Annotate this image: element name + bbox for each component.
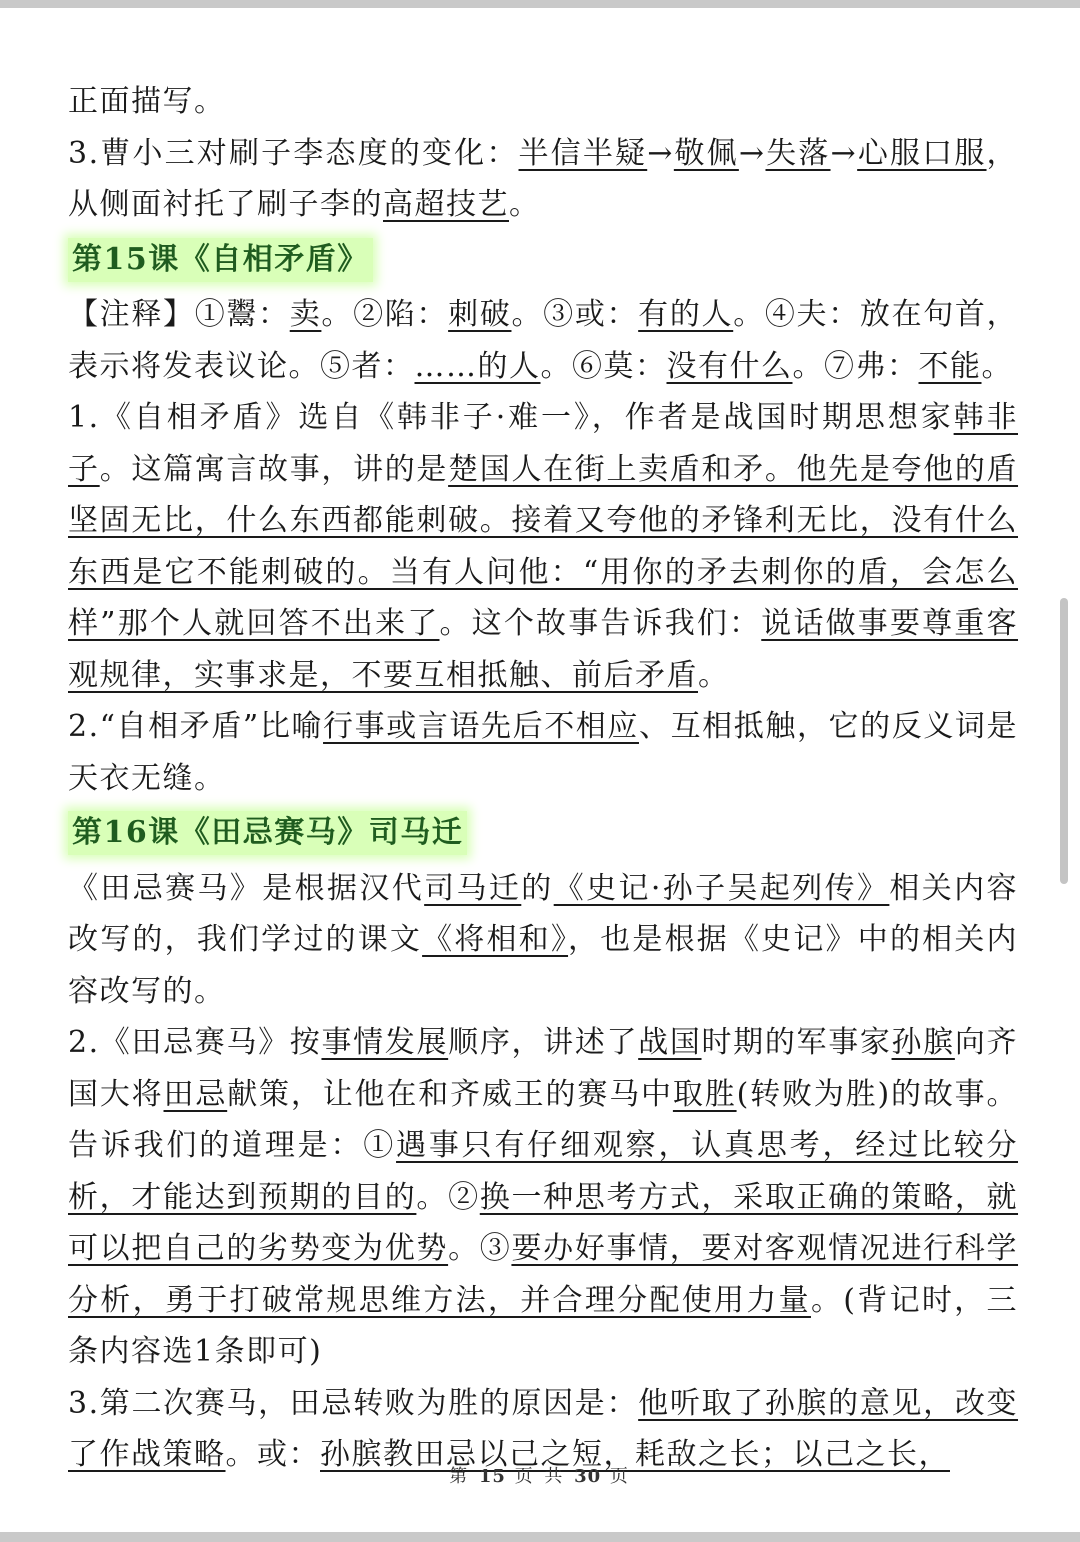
lesson-15-heading: 第15课《自相矛盾》 — [68, 238, 373, 282]
paragraph-notes: 【注释】①鬻：卖。②陷：刺破。③或：有的人。④夫：放在句首，表示将发表议论。⑤者：……的人。⑥莫：没有什么。⑦弗：不能。 — [68, 297, 1019, 384]
page-number-footer: 第 15 页 共 30 页 — [449, 1466, 631, 1487]
document-body — [68, 76, 1018, 1481]
lesson-16-heading: 第16课《田忌赛马》司马迁 — [68, 811, 467, 855]
paragraph-0: 正面描写。 — [68, 84, 226, 119]
bottom-edge — [0, 1532, 1080, 1542]
paragraph-second-race: 3.第二次赛马，田忌转败为胜的原因是：他听取了孙膑的意见，改变了作战策略。或：孙膑教田忌以己之短，耗敌之长；以己之长， — [68, 1385, 1019, 1472]
paragraph-story-lessons: 2.《田忌赛马》按事情发展顺序，讲述了战国时期的军事家孙膑向齐国大将田忌献策，让他在和齐威王的赛马中取胜(转败为胜)的故事。告诉我们的道理是：①遇事只有仔细观察，认真思考，经过比较分析，才能达到预期的目的。②换一种思考方式，采取正确的策略，就可以把自己的劣势变为优势。③要办好事情，要对客观情况进行科学分析，勇于打破常规思维方法，并合理分配使用力量。(背记时，三条内容选1条即可) — [68, 1025, 1019, 1369]
top-edge — [0, 0, 1080, 8]
lesson-15-heading-line — [68, 234, 1018, 286]
paragraph-source: 《田忌赛马》是根据汉代司马迁的《史记·孙子吴起列传》相关内容改写的，我们学过的课文《将相和》，也是根据《史记》中的相关内容改写的。 — [68, 870, 1019, 1009]
vertical-scrollbar[interactable] — [1060, 598, 1068, 884]
lesson-16-heading-line — [68, 807, 1018, 859]
paragraph-idiom-meaning: 2.“自相矛盾”比喻行事或言语先后不相应、互相抵触，它的反义词是天衣无缝。 — [68, 709, 1019, 796]
paragraph-attitude-change: 3.曹小三对刷子李态度的变化：半信半疑→敬佩→失落→心服口服，从侧面衬托了刷子李的高超技艺。 — [68, 135, 1019, 222]
paragraph-fable-summary: 1.《自相矛盾》选自《韩非子·难一》，作者是战国时期思想家韩非子。这篇寓言故事，讲的是楚国人在街上卖盾和矛。他先是夸他的盾坚固无比，什么东西都能刺破。接着又夸他的矛锋利无比，没有什么东西是它不能刺破的。当有人问他：“用你的矛去刺你的盾，会怎么样”那个人就回答不出来了。这个故事告诉我们：说话做事要尊重客观规律，实事求是，不要互相抵触、前后矛盾。 — [68, 400, 1019, 693]
